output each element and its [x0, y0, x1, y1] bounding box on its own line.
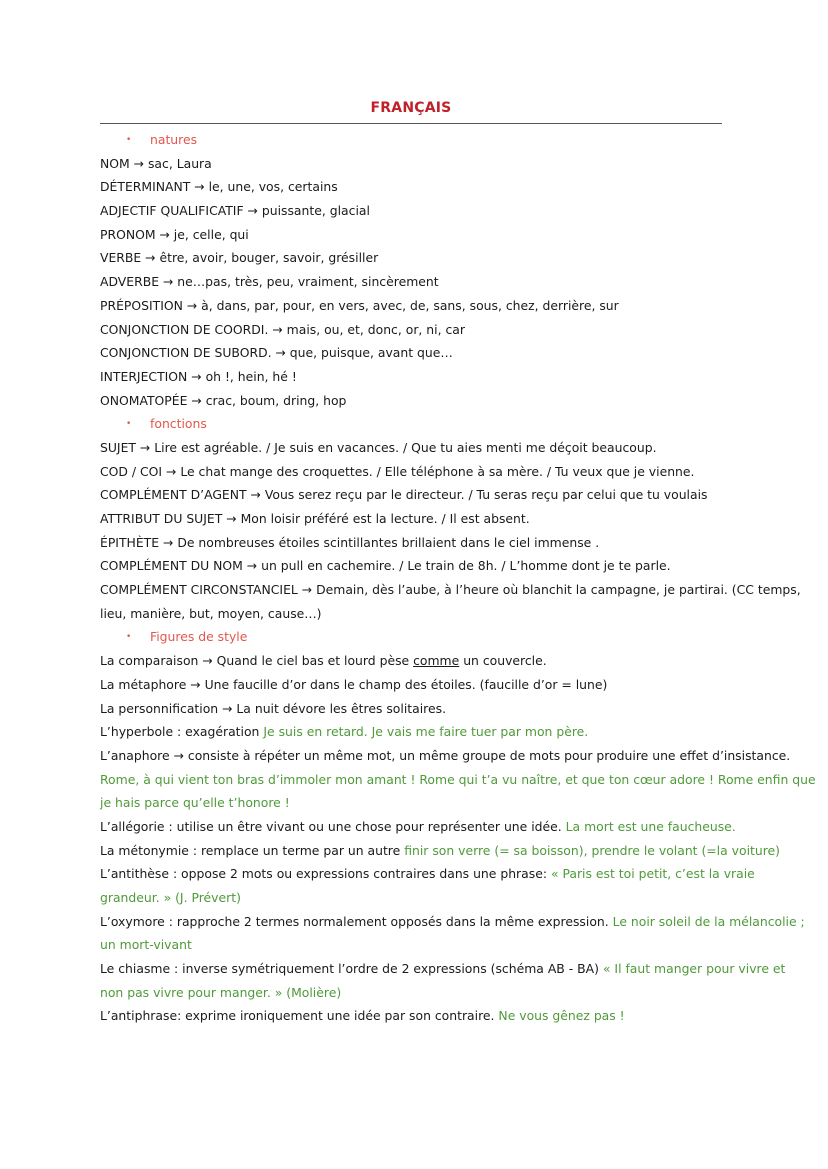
text-line: [100, 578, 801, 602]
underlined-text: comme: [413, 653, 460, 669]
line-text: L’anaphore → consiste à répéter un même mot, un même groupe de mots pour produire une effet d’insistance.: [100, 747, 791, 763]
text-line: [100, 815, 736, 839]
title-bar: [100, 100, 722, 124]
text-line: [100, 768, 816, 792]
section-heading-label: natures: [150, 132, 198, 147]
line-text: ATTRIBUT DU SUJET → Mon loisir préféré est la lecture. / Il est absent.: [100, 511, 530, 526]
example-text: finir son verre (= sa boisson), prendre le volant (=la voiture): [404, 842, 781, 858]
line-text: NOM → sac, Laura: [100, 155, 212, 171]
line-text: CONJONCTION DE COORDI. → mais, ou, et, donc, or, ni, car: [100, 321, 465, 337]
line-text: lieu, manière, but, moyen, cause…): [100, 605, 322, 621]
line-text: COMPLÉMENT D’AGENT → Vous serez reçu par le directeur. / Tu seras reçu par celui que tu voulais: [100, 487, 708, 503]
text-line: [100, 246, 730, 270]
text-line: [100, 957, 786, 981]
text-line: [100, 1004, 730, 1028]
line-text: L’antiphrase: exprime ironiquement une idée par son contraire.: [100, 1008, 499, 1024]
text-line: [100, 223, 730, 247]
text-line: [100, 175, 730, 199]
text-line: [100, 862, 755, 886]
section-heading: [100, 625, 730, 649]
line-text: L’allégorie : utilise un être vivant ou une chose pour représenter une idée.: [100, 818, 566, 834]
text-line: [100, 673, 730, 697]
bullet-icon: •: [126, 632, 132, 643]
text-line: [100, 318, 730, 342]
text-line: [100, 886, 730, 910]
line-text: Le chiasme : inverse symétriquement l’ordre de 2 expressions (schéma AB - BA): [100, 961, 603, 977]
example-text: Le noir soleil de la mélancolie ;: [612, 913, 805, 929]
line-text: L’antithèse : oppose 2 mots ou expressions contraires dans une phrase:: [100, 866, 551, 882]
line-text: L’hyperbole : exagération: [100, 724, 264, 740]
text-line: [100, 294, 730, 318]
text-line: [100, 791, 730, 815]
example-text: Je suis en retard. Je vais me faire tuer par mon père.: [263, 724, 589, 740]
text-line: [100, 720, 730, 744]
text-line: [100, 365, 730, 389]
line-text: INTERJECTION → oh !, hein, hé !: [100, 368, 297, 384]
line-text: COD / COI → Le chat mange des croquettes. / Elle téléphone à sa mère. / Tu veux que je vienne.: [100, 463, 695, 479]
example-text: « Paris est toi petit, c’est la vraie: [550, 866, 755, 882]
line-text: ÉPITHÈTE → De nombreuses étoiles scintillantes brillaient dans le ciel immense .: [100, 534, 600, 550]
notes-content: [100, 128, 816, 1028]
line-text: PRÉPOSITION → à, dans, par, pour, en vers, avec, de, sans, sous, chez, derrière, sur: [100, 297, 619, 313]
example-text: Rome, à qui vient ton bras d’immoler mon amant ! Rome qui t’a vu naître, et que ton cœur adore ! Rome enfin que: [100, 771, 816, 787]
line-text: un couvercle.: [459, 653, 547, 669]
line-text: La personnification → La nuit dévore les êtres solitaires.: [100, 700, 447, 716]
text-line: [100, 697, 730, 721]
line-text: COMPLÉMENT DU NOM → un pull en cachemire. / Le train de 8h. / L’homme dont je te parle.: [100, 558, 671, 574]
line-text: CONJONCTION DE SUBORD. → que, puisque, avant que…: [100, 345, 453, 361]
section-heading-label: fonctions: [150, 416, 207, 432]
line-text: SUJET → Lire est agréable. / Je suis en vacances. / Que tu aies menti me déçoit beaucoup.: [100, 439, 657, 455]
text-line: [100, 436, 730, 460]
bullet-icon: •: [126, 418, 132, 429]
text-line: [100, 602, 730, 626]
example-text: « Il faut manger pour vivre et: [602, 961, 786, 977]
text-line: [100, 531, 730, 555]
text-line: [100, 744, 791, 768]
line-text: ONOMATOPÉE → crac, boum, dring, hop: [100, 392, 347, 408]
line-text: COMPLÉMENT CIRCONSTANCIEL → Demain, dès l’aube, à l’heure où blanchit la campagne, je partirai. (CC temps,: [100, 582, 801, 598]
line-text: DÉTERMINANT → le, une, vos, certains: [100, 179, 338, 195]
text-line: [100, 933, 730, 957]
line-text: VERBE → être, avoir, bouger, savoir, grésiller: [100, 250, 379, 266]
text-line: [100, 460, 730, 484]
line-text: ADJECTIF QUALIFICATIF → puissante, glacial: [100, 203, 370, 219]
example-text: La mort est une faucheuse.: [565, 818, 736, 834]
text-line: [100, 554, 730, 578]
example-text: Ne vous gênez pas !: [498, 1008, 625, 1024]
text-line: [100, 981, 730, 1005]
text-line: [100, 270, 730, 294]
line-text: ADVERBE → ne…pas, très, peu, vraiment, sincèrement: [100, 274, 439, 290]
text-line: [100, 199, 730, 223]
text-line: [100, 341, 730, 365]
line-text: PRONOM → je, celle, qui: [100, 226, 249, 242]
text-line: [100, 507, 730, 531]
text-line: [100, 649, 730, 673]
line-text: La métonymie : remplace un terme par un autre: [100, 842, 405, 858]
section-heading: [100, 412, 730, 436]
line-text: La métaphore → Une faucille d’or dans le champ des étoiles. (faucille d’or = lune): [100, 676, 608, 692]
section-heading-label: Figures de style: [150, 629, 248, 645]
text-line: [100, 483, 730, 507]
text-line: [100, 910, 805, 934]
example-text: grandeur. » (J. Prévert): [100, 890, 241, 905]
example-text: je hais parce qu’elle t’honore !: [100, 795, 290, 811]
text-line: [100, 389, 730, 413]
line-text: L’oxymore : rapproche 2 termes normalement opposés dans la même expression.: [100, 913, 613, 929]
bullet-icon: •: [126, 134, 132, 145]
line-text: La comparaison → Quand le ciel bas et lourd pèse: [100, 653, 414, 669]
text-line: [100, 152, 730, 176]
text-line: [100, 839, 781, 863]
example-text: non pas vivre pour manger. » (Molière): [100, 984, 342, 1000]
page-title: FRANÇAIS: [370, 100, 452, 116]
section-heading: [100, 128, 730, 152]
example-text: un mort-vivant: [100, 937, 192, 953]
